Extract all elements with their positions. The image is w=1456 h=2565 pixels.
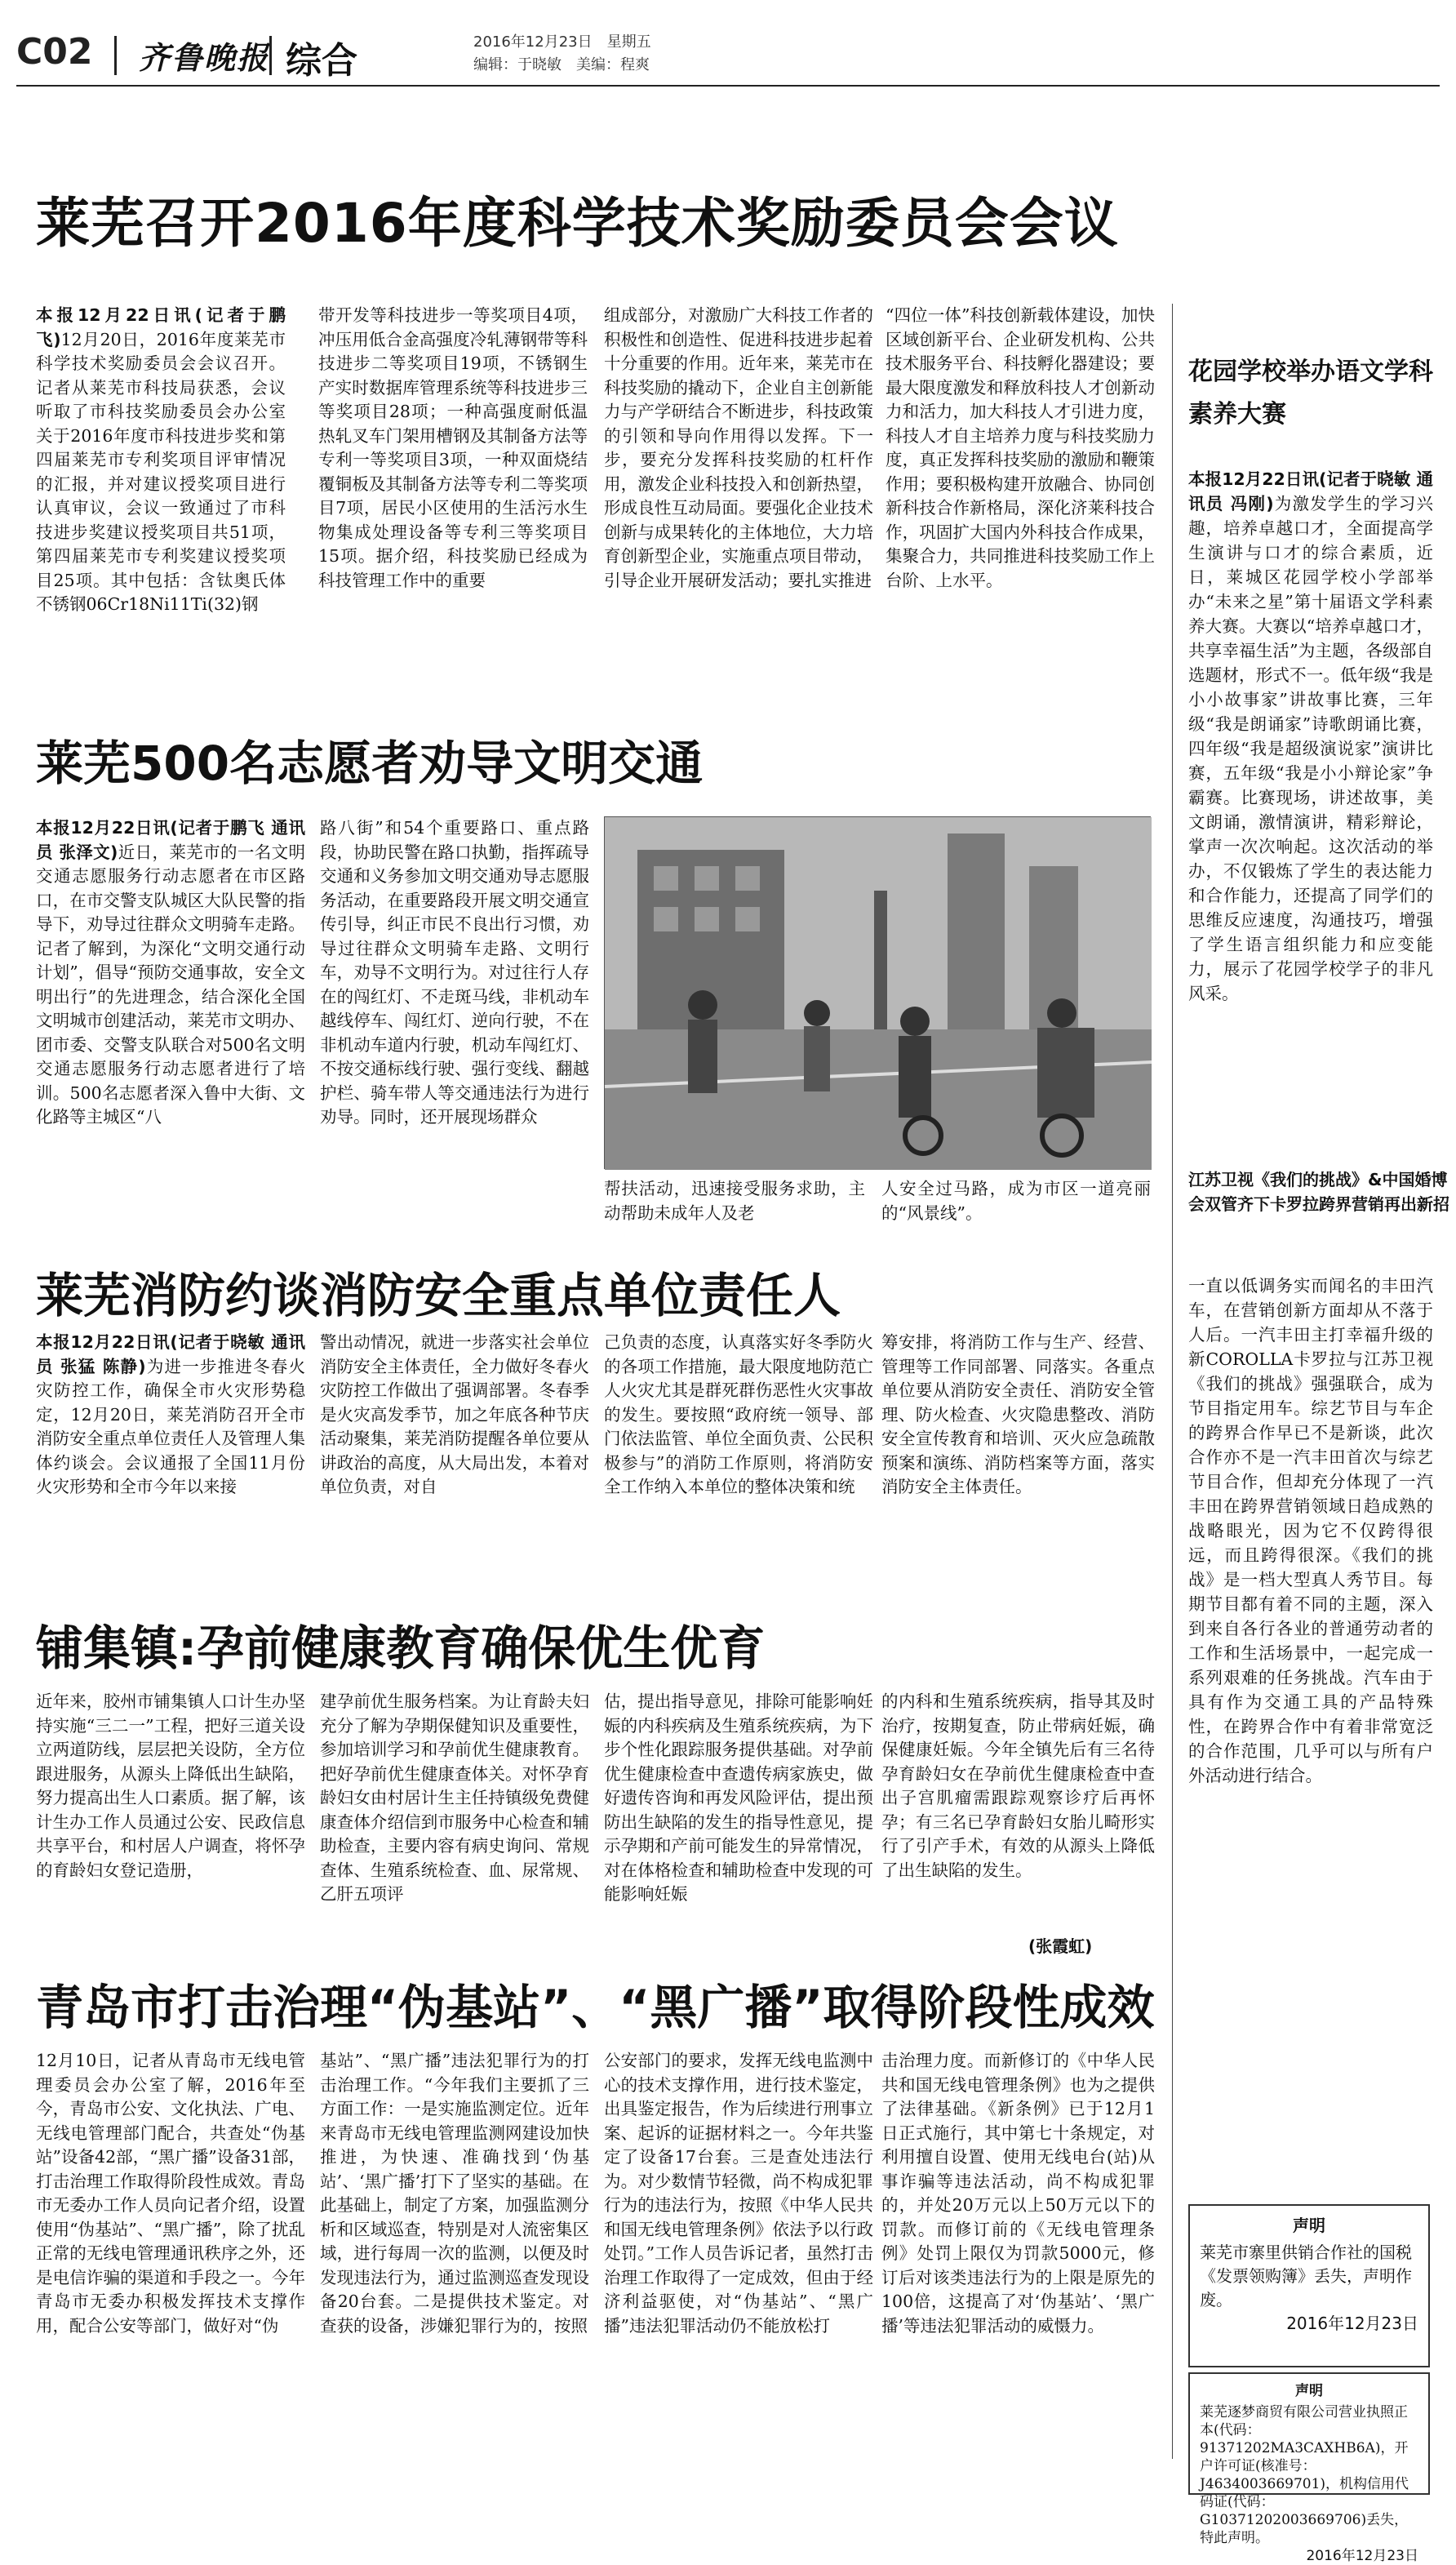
article-column: 警出动情况，就进一步落实社会单位消防安全主体责任，全力做好冬春火灾防控工作做出了强调部署。冬春季是火灾高发季节，加之年底各种节庆活动聚集，莱芜消防提醒各单位要从讲政治的高度，从大局出发，本着对单位负责，对自	[320, 1332, 589, 1496]
sidebar-headline: 江苏卫视《我们的挑战》&中国婚博会双管齐下卡罗拉跨界营销再出新招	[1188, 1170, 1449, 1214]
page-number: C02	[16, 31, 93, 73]
article-headline: 铺集镇:孕前健康教育确保优生优育	[36, 1620, 766, 1676]
notice-title: 声明	[1293, 2216, 1325, 2235]
article-column: 己负责的态度，认真落实好冬季防火的各项工作措施，最大限度地防范亡人火灾尤其是群死群伤恶性火灾事故的发生。要按照“政府统一领导、部门依法监管、单位全面负责、公民积极参与”的消防工作原则，将消防安全工作纳入本单位的整体决策和统	[604, 1332, 873, 1496]
editors: 编辑：于晓敏 美编：程爽	[473, 56, 650, 73]
article-column	[36, 304, 286, 687]
article-text: 近日，莱芜市的一名文明交通志愿服务行动志愿者在市区路口，在市交警支队城区大队民警的指导下，劝导过往群众文明骑车走路。记者了解到，为深化“文明交通行动计划”，倡导“预防交通事故，安全文明出行”的先进理念，结合深化全国文明城市创建活动，莱芜市文明办、团市委、交警支队联合对500名文明交通志愿服务行动志愿者进行了培训。500名志愿者深入鲁中大街、文化路等主城区“八	[36, 842, 306, 1127]
sidebar-article: 一直以低调务实而闻名的丰田汽车，在营销创新方面却从不落于人后。一汽丰田主打幸福升级的新COROLLA卡罗拉与江苏卫视《我们的挑战》强强联合，成为节目指定用车。综艺节目与车企的跨界合作早已不是新谈，此次合作亦不是一汽丰田首次与综艺节目合作，但却充分体现了一汽丰田在跨界营销领域日趋成熟的战略眼光，因为它不仅跨得很远，而且跨得很深。《我们的挑战》是一档大型真人秀节目。每期节目都有着不同的主题，深入到来自各行各业的普通劳动者的工作和生活场景中，一起完成一系列艰难的任务挑战。汽车由于具有作为交通工具的产品特殊性，在跨界合作中有着非常宽泛的合作范围，几乎可以与所有户外活动进行结合。	[1188, 1276, 1433, 1785]
article-column: 估，提出指导意见，排除可能影响妊娠的内科疾病及生殖系统疾病，为下步个性化跟踪服务提供基础。对孕前优生健康检查中查遗传病家族史，做好遗传咨询和再发风险评估，提出预防出生缺陷的发生的指导性意见，提示孕期和产前可能发生的异常情况，对在体格检查和辅助检查中发现的可能影响妊娠	[604, 1691, 873, 1904]
article-column: 12月10日，记者从青岛市无线电管理委员会办公室了解，2016年至今，青岛市公安、文化执法、广电、无线电管理部门配合，共查处“伪基站”设备42部，“黑广播”设备31部，打击治理工作取得阶段性成效。青岛市无委办工作人员向记者介绍，设置使用“伪基站”、“黑广播”，除了扰乱正常的无线电管理通讯秩序之外，还是电信诈骗的渠道和手段之一。今年青岛市无委办积极发挥技术支撑作用，配合公安等部门，做好对“伪	[36, 2051, 305, 2336]
dateline	[473, 31, 651, 77]
street-photo	[604, 816, 1151, 1169]
masthead	[16, 24, 1440, 82]
masthead-divider	[114, 36, 117, 75]
notice-box	[1188, 2372, 1430, 2564]
sidebar-text: 为激发学生的学习兴趣，培养卓越口才，全面提高学生演讲与口才的综合素质，近日，莱城区花园学校小学部举办“未来之星”第十届语文学科素养大赛。大赛以“培养卓越口才，共享幸福生活”为主题，各级部自选题材，形式不一。低年级“我是小小故事家”讲故事比赛，三年级“我是朗诵家”诗歌朗诵比赛，四年级“我是超级演说家”演讲比赛，五年级“我是小小辩论家”争霸赛。比赛现场，讲述故事，美文朗诵，激情演讲，精彩辩论，掌声一次次响起。这次活动的举办，不仅锻炼了学生的表达能力和合作能力，还提高了同学们的思维反应速度，沟通技巧，增强了学生语言组织能力和应变能力，展示了花园学校学子的非凡风采。	[1188, 494, 1433, 1003]
article-lead: 本报12月22日讯(记者于鹏飞 通讯员 张泽文)	[36, 818, 305, 862]
article-column: 近年来，胶州市铺集镇人口计生办坚持实施“三二一”工程，把好三道关设立两道防线，层层把关设防，全方位跟进服务，从源头上降低出生缺陷，努力提高出生人口素质。据了解，该计生办工作人员通过公安、民政信息共享平台，和村居人户调查，将怀孕的育龄妇女登记造册，	[36, 1691, 305, 1880]
article-headline: 莱芜消防约谈消防安全重点单位责任人	[36, 1268, 841, 1323]
article-column: 的内科和生殖系统疾病，指导其及时治疗，按期复查，防止带病妊娠，确保健康妊娠。今年全镇先后有三名待孕育龄妇女在孕前优生健康检查中查出子宫肌瘤需跟踪观察诊疗后再怀孕；有三名已孕育龄妇女胎儿畸形实行了引产手术，有效的从源头上降低了出生缺陷的发生。	[881, 1691, 1155, 1880]
article-byline: (张霞虹)	[1028, 1936, 1093, 1956]
article-lead: 本报12月22日讯(记者于晓敏 通讯员 张猛 陈静)	[36, 1332, 305, 1376]
article-column: 组成部分，对激励广大科技工作者的积极性和创造性、促进科技进步起着十分重要的作用。近年来，莱芜市在科技奖励的撬动下，企业自主创新能力与产学研结合不断进步，科技政策的引领和导向作用得以发挥。下一步，要充分发挥科技奖励的杠杆作用，激发企业科技投入和创新热望，形成良性互动局面。要强化企业技术创新与成果转化的主体地位，大力培育创新型企业，实施重点项目带动，引导企业开展研发活动；要扎实推进	[604, 305, 873, 590]
notice-text: 莱芜逐梦商贸有限公司营业执照正本(代码：91371202MA3CAXHB6A)，开户许可证(核准号：J4634003669701)，机构信用代码证(代码：G10371202003669706)丢失，特此声明。	[1200, 2404, 1409, 2546]
sidebar-article	[1188, 467, 1433, 1120]
article-column: 人安全过马路，成为市区一道亮丽的“风景线”。	[881, 1179, 1151, 1223]
article-column	[36, 1331, 305, 1567]
article-column: “四位一体”科技创新载体建设，加快区域创新平台、企业研发机构、公共技术服务平台、科技孵化器建设；要最大限度激发和释放科技人才创新动力和活力，加大科技人才引进力度，科技人才自主培养力度与科技奖励力度，真正发挥科技奖励的激励和鞭策作用；要积极构建开放融合、协同创新科技合作新格局，深化济莱科技合作，巩固扩大国内外科技合作成果，集聚合力，共同推进科技奖励工作上台阶、上水平。	[886, 305, 1155, 590]
article-column: 基站”、“黑广播”违法犯罪行为的打击治理工作。“今年我们主要抓了三方面工作：一是实施监测定位。近年来青岛市无线电管理监测网建设加快推进，为快速、准确找到‘伪基站’、‘黑广播’打下了坚实的基础。在此基础上，制定了方案，加强监测分析和区域巡查，特别是对人流密集区域，进行每周一次的监测，以便及时发现违法行为，通过监测巡查发现设备20台套。二是提供技术鉴定。对查获的设备，涉嫌犯罪行为的，按照	[320, 2051, 589, 2336]
notice-box	[1188, 2204, 1430, 2367]
article-column	[36, 816, 305, 1225]
section-title: 综合	[286, 40, 357, 82]
street-photo-icon	[605, 817, 1152, 1170]
paper-logo: 齐鲁晚报	[139, 39, 270, 76]
masthead-divider	[269, 36, 272, 75]
article-lead: 本报12月22日讯(记者于鹏飞)	[36, 305, 286, 349]
notice-date: 2016年12月23日	[1286, 2314, 1418, 2333]
sidebar-headline: 花园学校举办语文学科素养大赛	[1188, 358, 1433, 429]
masthead-rule	[16, 85, 1440, 87]
article-column: 筹安排，将消防工作与生产、经营、管理等工作同部署、同落实。各重点单位要从消防安全责任、消防安全管理、防火检查、火灾隐患整改、消防安全宣传教育和培训、灭火应急疏散预案和演练、消防档案等方面，落实消防安全主体责任。	[881, 1332, 1155, 1496]
notice-title: 声明	[1295, 2383, 1323, 2399]
article-headline: 莱芜500名志愿者劝导文明交通	[36, 736, 704, 791]
article-column: 公安部门的要求，发挥无线电监测中心的技术支撑作用，进行技术鉴定，出具鉴定报告，作为后续进行刑事立案、起诉的证据材料之一。今年共鉴定了设备17台套。三是查处违法行为。对少数情节轻微，尚不构成犯罪行为的违法行为，按照《中华人民共和国无线电管理条例》依法予以行政处罚。”工作人员告诉记者，虽然打击治理工作取得了一定成效，但由于经济利益驱使，对“伪基站”、“黑广播”违法犯罪活动仍不能放松打	[604, 2051, 873, 2336]
notice-text: 莱芜市寨里供销合作社的国税《发票领购簿》丢失，声明作废。	[1200, 2243, 1412, 2309]
article-column: 带开发等科技进步一等奖项目4项，冲压用低合金高强度冷轧薄钢带等科技进步二等奖项目19项，不锈钢生产实时数据库管理系统等科技进步三等奖项目28项；一种高强度耐低温热轧叉车门架用槽钢及其制备方法等专利一等奖项目3项，一种双面烧结覆铜板及其制备方法等专利二等奖项目7项，居民小区使用的生活污水生物集成处理设备等专利三等奖项目15项。据介绍，科技奖励已经成为科技管理工作中的重要	[318, 305, 588, 590]
article-column: 帮扶活动，迅速接受服务求助，主动帮助未成年人及老	[604, 1179, 865, 1223]
article-column: 路八街”和54个重要路口、重点路段，协助民警在路口执勤，指挥疏导交通和义务参加文明交通劝导志愿服务活动，在重要路段开展文明交通宣传引导，纠正市民不良出行习惯，劝导过往群众文明骑车走路、文明行车，劝导不文明行为。对过往行人存在的闯红灯、不走斑马线，非机动车越线停车、闯红灯、逆向行驶，不在非机动车道内行驶，机动车闯红灯、不按交通标线行驶、强行变线、翻越护栏、骑车带人等交通违法行为进行劝导。同时，还开展现场群众	[320, 818, 589, 1127]
article-text: 12月20日，2016年度莱芜市科学技术奖励委员会会议召开。记者从莱芜市科技局获悉，会议听取了市科技奖励委员会办公室关于2016年度市科技进步奖和第四届莱芜市专利奖项目评审情况的汇报，并对建议授奖项目进行认真审议，会议一致通过了市科技进步奖建议授奖项目共51项，第四届莱芜市专利奖建议授奖项目25项。其中包括：含钛奥氏体不锈钢06Cr18Ni11Ti(32)钢	[36, 329, 286, 614]
article-text: 为进一步推进冬春火灾防控工作，确保全市火灾形势稳定，12月20日，莱芜消防召开全市消防安全重点单位责任人及管理人集体约谈会。会议通报了全国11月份火灾形势和全市今年以来接	[36, 1356, 305, 1496]
sidebar-lead: 本报12月22日讯(记者于晓敏 通讯员 冯刚)	[1188, 469, 1433, 513]
article-headline: 青岛市打击治理“伪基站”、“黑广播”取得阶段性成效	[36, 1980, 1155, 2035]
sidebar-divider	[1172, 304, 1173, 2459]
article-column: 建孕前优生服务档案。为让育龄夫妇充分了解为孕期保健知识及重要性，参加培训学习和孕前优生健康教育。把好孕前优生健康查体关。对怀孕育龄妇女由村居计生主任持镇级免费健康查体介绍信到市服务中心检查和辅助检查，主要内容有病史询问、常规查体、生殖系统检查、血、尿常规、乙肝五项评	[320, 1691, 589, 1904]
notice-date: 2016年12月23日	[1306, 2548, 1418, 2564]
article-headline: 莱芜召开2016年度科学技术奖励委员会会议	[36, 192, 1119, 255]
issue-date: 2016年12月23日 星期五	[473, 33, 651, 51]
article-column: 击治理力度。而新修订的《中华人民共和国无线电管理条例》也为之提供了法律基础。《新条例》已于12月1日正式施行，其中第七十条规定，对利用擅自设置、使用无线电台(站)从事诈骗等违法活动，尚不构成犯罪的，并处20万元以上50万元以下的罚款。而修订前的《无线电管理条例》处罚上限仅为罚款5000元，修订后对该类违法行为的上限是原先的100倍，这提高了对‘伪基站’、‘黑广播’等违法犯罪活动的威慑力。	[881, 2051, 1155, 2336]
